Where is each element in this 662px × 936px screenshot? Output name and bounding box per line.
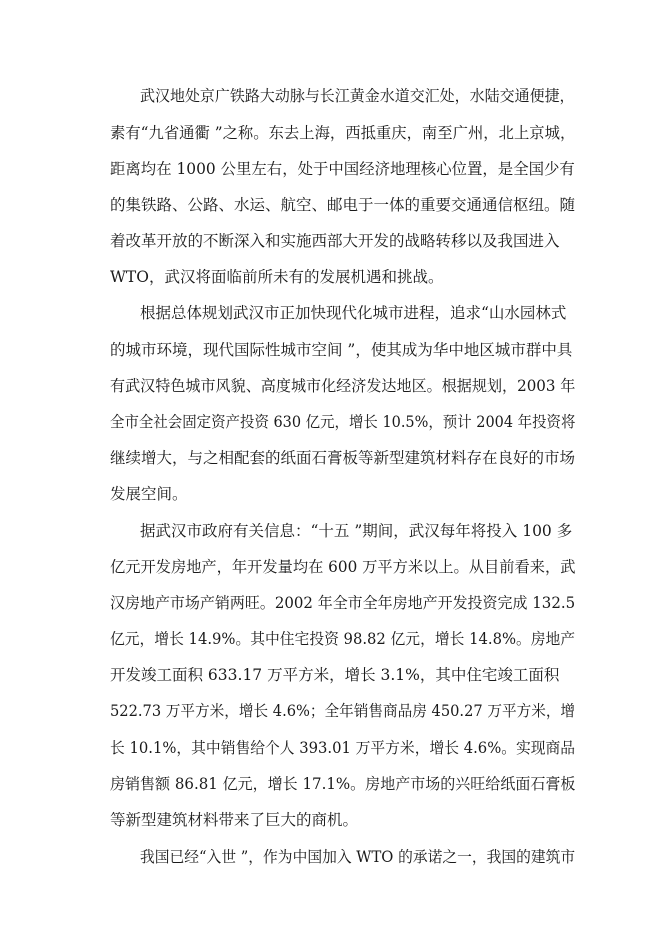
paragraph-2-line-6: 发展空间。 <box>110 485 188 503</box>
paragraph-4-line-1: 我国已经“入世 ”，作为中国加入 WTO 的承诺之一，我国的建筑市 <box>140 848 576 866</box>
paragraph-1-line-4: 的集铁路、公路、水运、航空、邮电于一体的重要交通通信枢纽。随 <box>110 196 576 214</box>
paragraph-3-line-9: 等新型建筑材料带来了巨大的商机。 <box>110 811 359 829</box>
paragraph-2-line-4: 全市全社会固定资产投资 630 亿元，增长 10.5%，预计 2004 年投资将 <box>110 413 576 431</box>
paragraph-3-line-7: 长 10.1%，其中销售给个人 393.01 万平方米，增长 4.6%。实现商品 <box>110 739 576 757</box>
paragraph-1-line-1: 武汉地处京广铁路大动脉与长江黄金水道交汇处，水陆交通便捷， <box>140 87 575 105</box>
paragraph-1-line-5: 着改革开放的不断深入和实施西部大开发的战略转移以及我国进入 <box>110 232 560 250</box>
paragraph-3-line-1: 据武汉市政府有关信息：“十五 ”期间，武汉每年将投入 100 多 <box>140 522 573 540</box>
paragraph-3-line-8: 房销售额 86.81 亿元，增长 17.1%。房地产市场的兴旺给纸面石膏板 <box>110 775 576 793</box>
paragraph-2-line-3: 有武汉特色城市风貌、高度城市化经济发达地区。根据规划，2003 年 <box>110 377 576 395</box>
paragraph-1-line-6: WTO，武汉将面临前所未有的发展机遇和挑战。 <box>110 268 444 286</box>
paragraph-2-line-1: 根据总体规划武汉市正加快现代化城市进程，追求“山水园林式 <box>140 304 567 322</box>
paragraph-3-line-6: 522.73 万平方米，增长 4.6%；全年销售商品房 450.27 万平方米，增 <box>110 702 576 720</box>
paragraph-1-line-2: 素有“九省通衢 ”之称。东去上海，西抵重庆，南至广州，北上京城， <box>110 124 576 142</box>
paragraph-1-line-3: 距离均在 1000 公里左右，处于中国经济地理核心位置，是全国少有 <box>110 160 575 178</box>
paragraph-3-line-2: 亿元开发房地产，年开发量均在 600 万平方米以上。从目前看来，武 <box>110 558 576 576</box>
paragraph-3-line-4: 亿元，增长 14.9%。其中住宅投资 98.82 亿元，增长 14.8%。房地产 <box>110 630 576 648</box>
paragraph-2-line-2: 的城市环境，现代国际性城市空间 ”，使其成为华中地区城市群中具 <box>110 341 573 359</box>
paragraph-3-line-3: 汉房地产市场产销两旺。2002 年全市全年房地产开发投资完成 132.5 <box>110 594 576 612</box>
paragraph-2-line-5: 继续增大，与之相配套的纸面石膏板等新型建筑材料存在良好的市场 <box>110 449 576 467</box>
paragraph-3-line-5: 开发竣工面积 633.17 万平方米，增长 3.1%，其中住宅竣工面积 <box>110 666 560 684</box>
